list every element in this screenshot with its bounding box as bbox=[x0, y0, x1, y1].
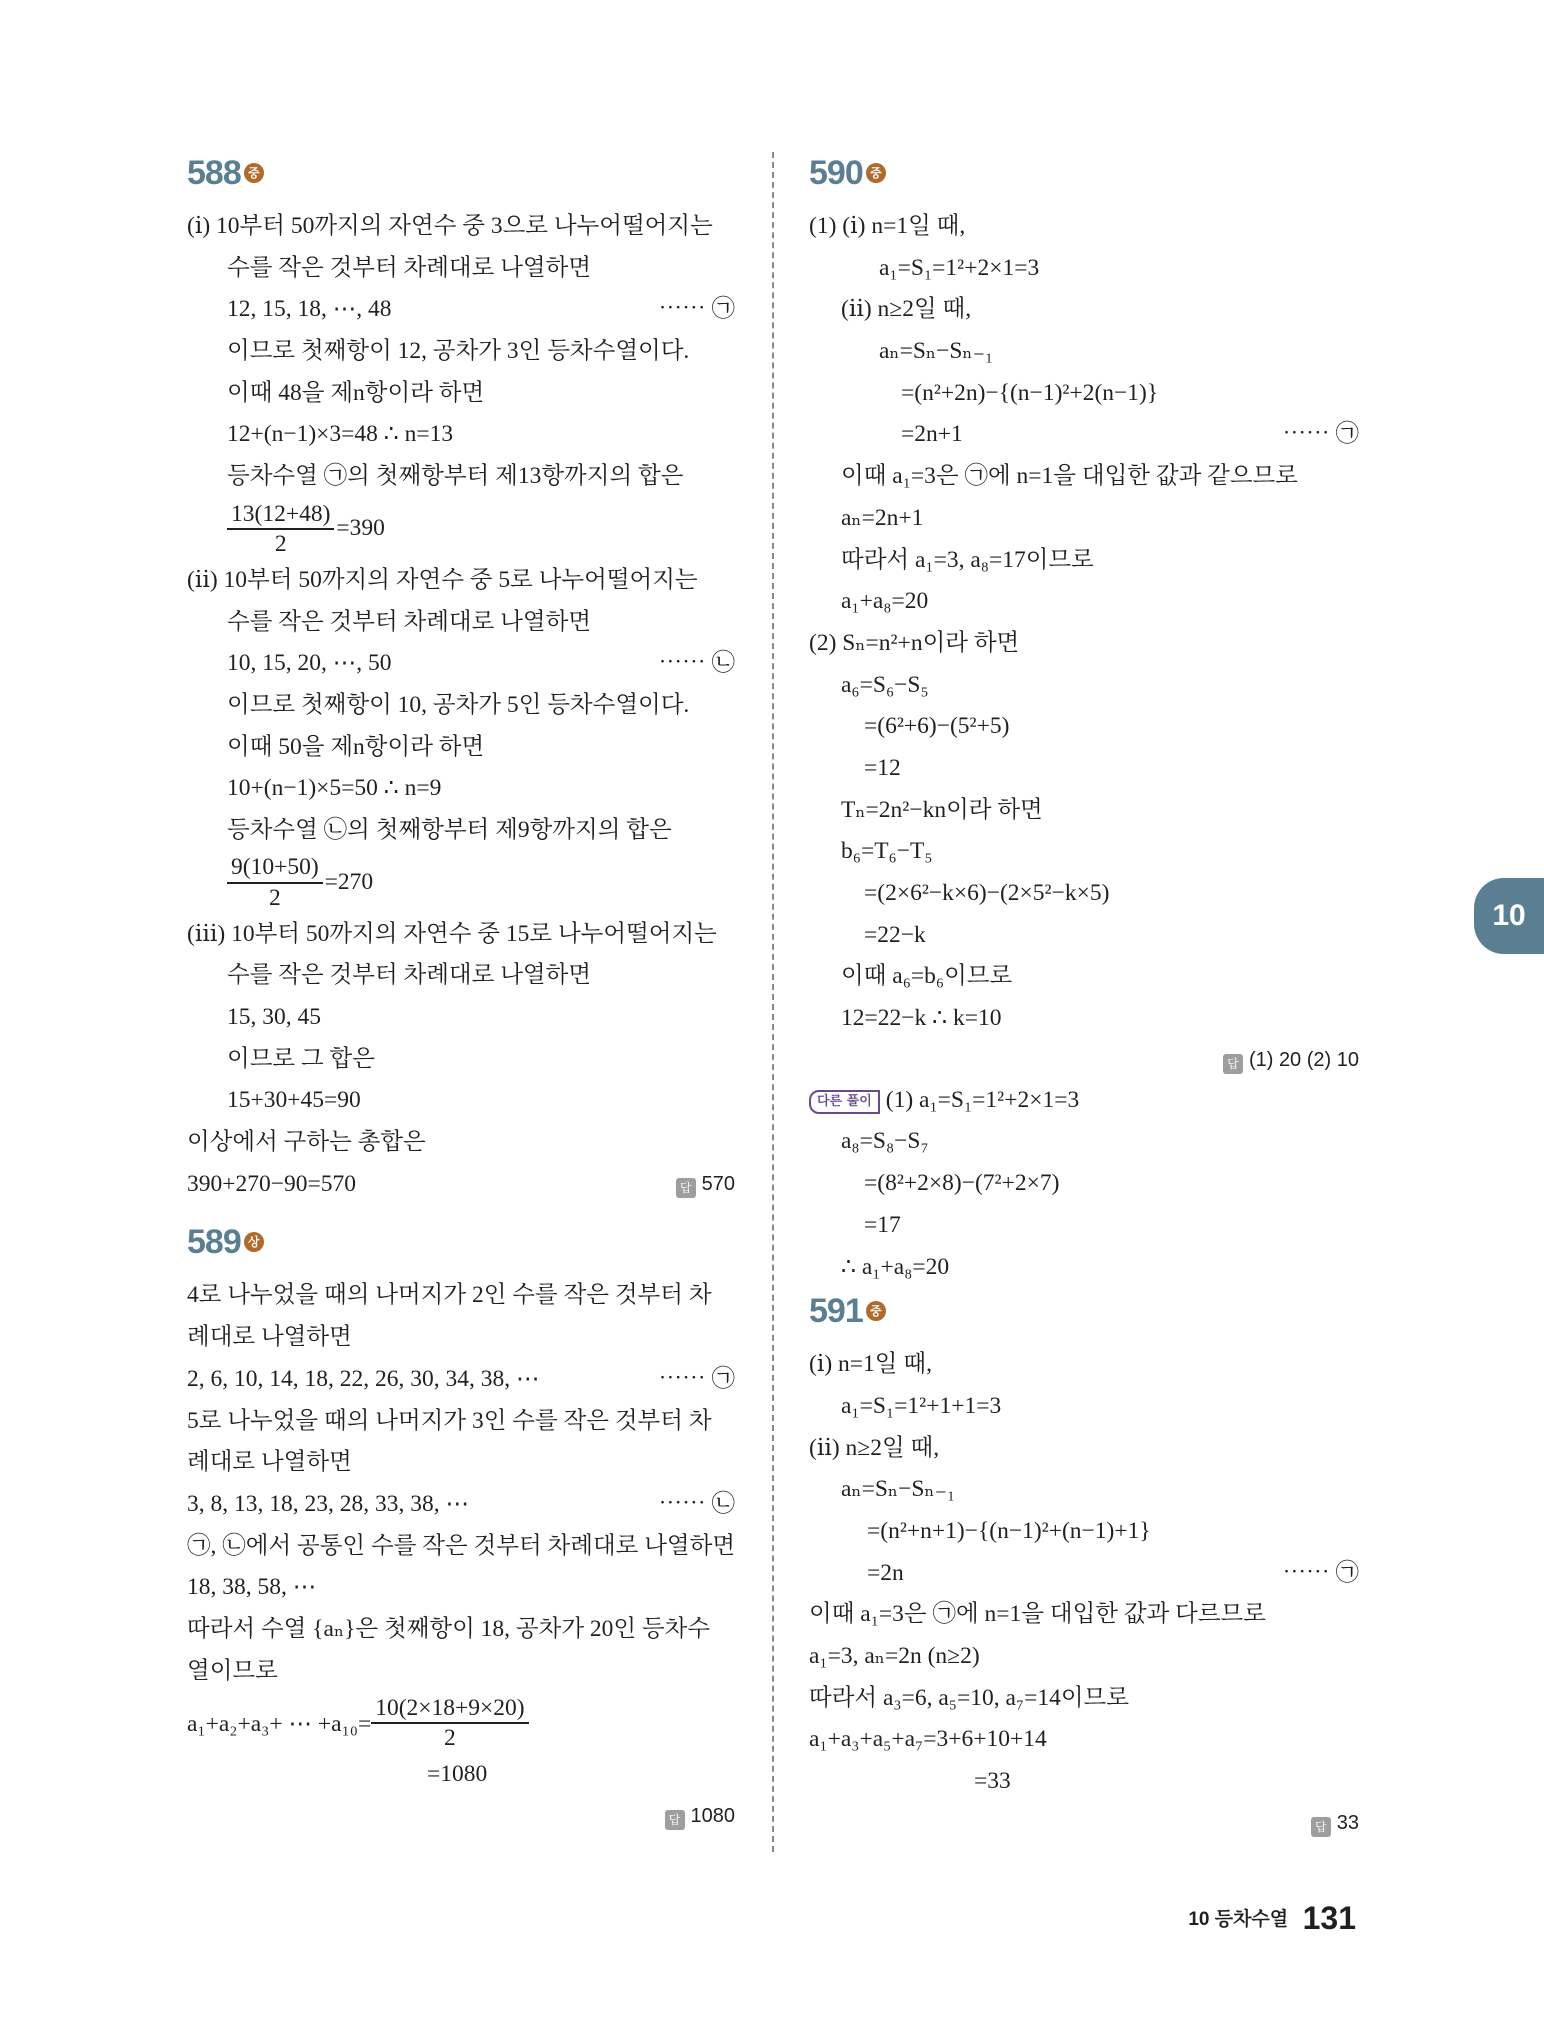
solution-line: 수를 작은 것부터 차례대로 나열하면 bbox=[227, 254, 592, 281]
fraction-line bbox=[187, 852, 735, 914]
problem-589-header bbox=[187, 1219, 735, 1265]
solution-line: a₁=S₁=1²+2×1=3 bbox=[879, 254, 1040, 281]
alt-solution-line bbox=[809, 1080, 1359, 1122]
alt-solution-tag: 다른 풀이 bbox=[809, 1090, 880, 1114]
denominator: 2 bbox=[268, 884, 281, 911]
problem-number: 589 bbox=[187, 1222, 241, 1261]
answer-value: 33 bbox=[1336, 1811, 1359, 1834]
solution-line: 이때 a₁=3은 ㉠에 n=1을 대입한 값과 같으므로 bbox=[841, 463, 1298, 490]
sequence: 3, 8, 13, 18, 23, 28, 33, 38, ⋯ bbox=[187, 1490, 469, 1517]
equation-mark: ⋯⋯ ㉡ bbox=[658, 1490, 735, 1517]
problem-number: 590 bbox=[809, 153, 863, 192]
page-footer bbox=[1180, 1900, 1356, 1937]
solution-line: 따라서 a₁=3, a₈=17이므로 bbox=[841, 546, 1094, 573]
sum-expression: a₁+a₂+a₃+ ⋯ +a₁₀= bbox=[187, 1710, 372, 1737]
solution-line: =22−k bbox=[864, 921, 926, 948]
solution-line bbox=[809, 414, 1359, 456]
solution-line: 이므로 그 합은 bbox=[227, 1045, 375, 1072]
solution-line: a₁=S₁=1²+1+1=3 bbox=[841, 1392, 1002, 1419]
difficulty-badge: 중 bbox=[866, 1301, 886, 1321]
solution-line: 이때 48을 제n항이라 하면 bbox=[227, 379, 485, 406]
problem-number: 591 bbox=[809, 1291, 863, 1330]
solution-line: aₙ=Sₙ−Sₙ₋₁ bbox=[841, 1476, 956, 1503]
left-column bbox=[187, 150, 735, 1836]
problem-590-header bbox=[809, 150, 1359, 196]
solution-line: 15+30+45=90 bbox=[227, 1087, 361, 1114]
solution-line: =(n²+2n)−{(n−1)²+2(n−1)} bbox=[901, 379, 1159, 406]
solution-line: aₙ=2n+1 bbox=[841, 504, 924, 531]
solution-line: (ⅱ) n≥2일 때, bbox=[809, 1434, 940, 1461]
solution-line: 이상에서 구하는 총합은 bbox=[187, 1129, 426, 1156]
solution-line: 례대로 나열하면 bbox=[187, 1324, 352, 1351]
answer-icon: 답 bbox=[665, 1810, 685, 1830]
solution-line: =12 bbox=[864, 754, 901, 781]
equation-mark: ⋯⋯ ㉠ bbox=[1282, 1559, 1359, 1586]
solution-line: (2) Sₙ=n²+n이라 하면 bbox=[809, 629, 1020, 656]
answer bbox=[676, 1164, 735, 1206]
solution-line: 이므로 첫째항이 10, 공차가 5인 등차수열이다. bbox=[227, 691, 690, 718]
answer-icon: 답 bbox=[676, 1178, 696, 1198]
solution-line: (ⅰ) n=1일 때, bbox=[809, 1351, 932, 1378]
solution-line: 수를 작은 것부터 차례대로 나열하면 bbox=[227, 608, 592, 635]
sequence: 12, 15, 18, ⋯, 48 bbox=[227, 296, 392, 323]
solution-line: 수를 작은 것부터 차례대로 나열하면 bbox=[227, 962, 592, 989]
alt-expression: (1) a₁=S₁=1²+2×1=3 bbox=[885, 1086, 1080, 1113]
numerator: 9(10+50) bbox=[227, 853, 323, 883]
solution-line bbox=[187, 643, 735, 685]
sequence: 10, 15, 20, ⋯, 50 bbox=[227, 650, 392, 677]
solution-line: 이때 a₁=3은 ㉠에 n=1을 대입한 값과 다르므로 bbox=[809, 1601, 1266, 1628]
solution-line: 15, 30, 45 bbox=[227, 1004, 321, 1030]
solution-line: 례대로 나열하면 bbox=[187, 1449, 352, 1476]
problem-591-header bbox=[809, 1288, 1359, 1334]
equation-mark: ⋯⋯ ㉠ bbox=[658, 296, 735, 323]
chapter-side-tab: 10 bbox=[1474, 878, 1544, 954]
solution-line: 따라서 수열 {aₙ}은 첫째항이 18, 공차가 20인 등차수 bbox=[187, 1615, 711, 1642]
answer bbox=[809, 1040, 1359, 1080]
difficulty-badge: 중 bbox=[866, 163, 886, 183]
difficulty-badge: 상 bbox=[244, 1232, 264, 1252]
solution-line: =(n²+n+1)−{(n−1)²+(n−1)+1} bbox=[867, 1517, 1151, 1544]
solution-line: 이때 a₆=b₆이므로 bbox=[841, 963, 1013, 990]
expression: =2n+1 bbox=[901, 421, 963, 448]
denominator: 2 bbox=[274, 530, 287, 557]
page-number: 131 bbox=[1302, 1900, 1356, 1936]
numerator: 13(12+48) bbox=[227, 500, 334, 530]
alt-solution-line: a₈=S₈−S₇ bbox=[841, 1128, 929, 1155]
numerator: 10(2×18+9×20) bbox=[371, 1694, 528, 1724]
solution-line: 12+(n−1)×3=48 ∴ n=13 bbox=[227, 421, 454, 448]
solution-line: =1080 bbox=[427, 1761, 488, 1788]
solution-line: a₁+a₈=20 bbox=[841, 588, 929, 615]
solution-line: (ⅲ) 10부터 50까지의 자연수 중 15로 나누어떨어지는 bbox=[187, 920, 717, 947]
solution-line: (ⅱ) 10부터 50까지의 자연수 중 5로 나누어떨어지는 bbox=[187, 566, 698, 593]
solution-line: a₆=S₆−S₅ bbox=[841, 671, 929, 698]
solution-line bbox=[809, 1553, 1359, 1595]
solution-line bbox=[187, 1359, 735, 1401]
fraction-line bbox=[187, 1692, 735, 1754]
solution-line: a₁+a₃+a₅+a₇=3+6+10+14 bbox=[809, 1726, 1047, 1753]
answer-icon: 답 bbox=[1311, 1817, 1331, 1837]
answer-value: 570 bbox=[701, 1172, 735, 1195]
difficulty-badge: 중 bbox=[244, 163, 264, 183]
expression: =2n bbox=[867, 1559, 904, 1586]
alt-solution-line: ∴ a₁+a₈=20 bbox=[841, 1253, 950, 1280]
answer bbox=[809, 1803, 1359, 1843]
solution-line: ㉠, ㉡에서 공통인 수를 작은 것부터 차례대로 나열하면 bbox=[187, 1532, 736, 1559]
alt-solution-line: =17 bbox=[864, 1211, 901, 1238]
fraction bbox=[371, 1694, 528, 1752]
sequence: 2, 6, 10, 14, 18, 22, 26, 30, 34, 38, ⋯ bbox=[187, 1365, 540, 1392]
fraction-result: =390 bbox=[336, 515, 385, 542]
solution-line: 따라서 a₃=6, a₅=10, a₇=14이므로 bbox=[809, 1684, 1129, 1711]
final-expression: 390+270−90=570 bbox=[187, 1170, 357, 1197]
solution-line: (1) (ⅰ) n=1일 때, bbox=[809, 213, 966, 239]
solution-line: 4로 나누었을 때의 나머지가 2인 수를 작은 것부터 차 bbox=[187, 1282, 712, 1309]
solution-line: Tₙ=2n²−kn이라 하면 bbox=[841, 796, 1043, 823]
solution-line bbox=[187, 289, 735, 331]
solution-line: 이때 50을 제n항이라 하면 bbox=[227, 733, 485, 760]
solution-line bbox=[187, 1164, 735, 1206]
solution-line: b₆=T₆−T₅ bbox=[841, 838, 933, 865]
right-column bbox=[809, 150, 1359, 1843]
solution-line: 5로 나누었을 때의 나머지가 3인 수를 작은 것부터 차 bbox=[187, 1407, 712, 1434]
denominator: 2 bbox=[444, 1725, 456, 1752]
column-divider bbox=[772, 152, 774, 1852]
solution-line bbox=[187, 1484, 735, 1526]
solution-line: (ⅱ) n≥2일 때, bbox=[841, 296, 972, 323]
solution-line: (ⅰ) 10부터 50까지의 자연수 중 3으로 나누어떨어지는 bbox=[187, 213, 713, 239]
equation-mark: ⋯⋯ ㉠ bbox=[1282, 421, 1359, 448]
solution-line: 이므로 첫째항이 12, 공차가 3인 등차수열이다. bbox=[227, 338, 690, 365]
answer bbox=[187, 1796, 735, 1836]
solution-line: a₁=3, aₙ=2n (n≥2) bbox=[809, 1643, 980, 1669]
answer-value: 1080 bbox=[690, 1805, 735, 1827]
solution-line: 12=22−k ∴ k=10 bbox=[841, 1005, 1002, 1032]
solution-line: =(6²+6)−(5²+5) bbox=[864, 713, 1010, 740]
problem-588-header bbox=[187, 150, 735, 196]
solution-line: 10+(n−1)×5=50 ∴ n=9 bbox=[227, 775, 442, 802]
equation-mark: ⋯⋯ ㉠ bbox=[658, 1365, 735, 1392]
solution-line: aₙ=Sₙ−Sₙ₋₁ bbox=[879, 338, 994, 365]
solution-line: 18, 38, 58, ⋯ bbox=[187, 1574, 317, 1601]
fraction-line bbox=[187, 498, 735, 560]
problem-number: 588 bbox=[187, 153, 241, 192]
equation-mark: ⋯⋯ ㉡ bbox=[658, 650, 735, 677]
solution-line: =(2×6²−k×6)−(2×5²−k×5) bbox=[864, 880, 1110, 906]
fraction bbox=[227, 500, 334, 558]
solution-line: 등차수열 ㉠의 첫째항부터 제13항까지의 합은 bbox=[227, 463, 684, 490]
chapter-title: 10 등차수열 bbox=[1188, 1909, 1289, 1930]
fraction-result: =270 bbox=[324, 869, 374, 896]
solution-line: 열이므로 bbox=[187, 1657, 278, 1684]
solution-line: 등차수열 ㉡의 첫째항부터 제9항까지의 합은 bbox=[227, 816, 672, 843]
answer-icon: 답 bbox=[1223, 1054, 1243, 1074]
answer-value: (1) 20 (2) 10 bbox=[1248, 1048, 1359, 1071]
fraction bbox=[227, 853, 323, 911]
alt-solution-line: =(8²+2×8)−(7²+2×7) bbox=[864, 1170, 1060, 1197]
solution-line: =33 bbox=[974, 1768, 1011, 1795]
